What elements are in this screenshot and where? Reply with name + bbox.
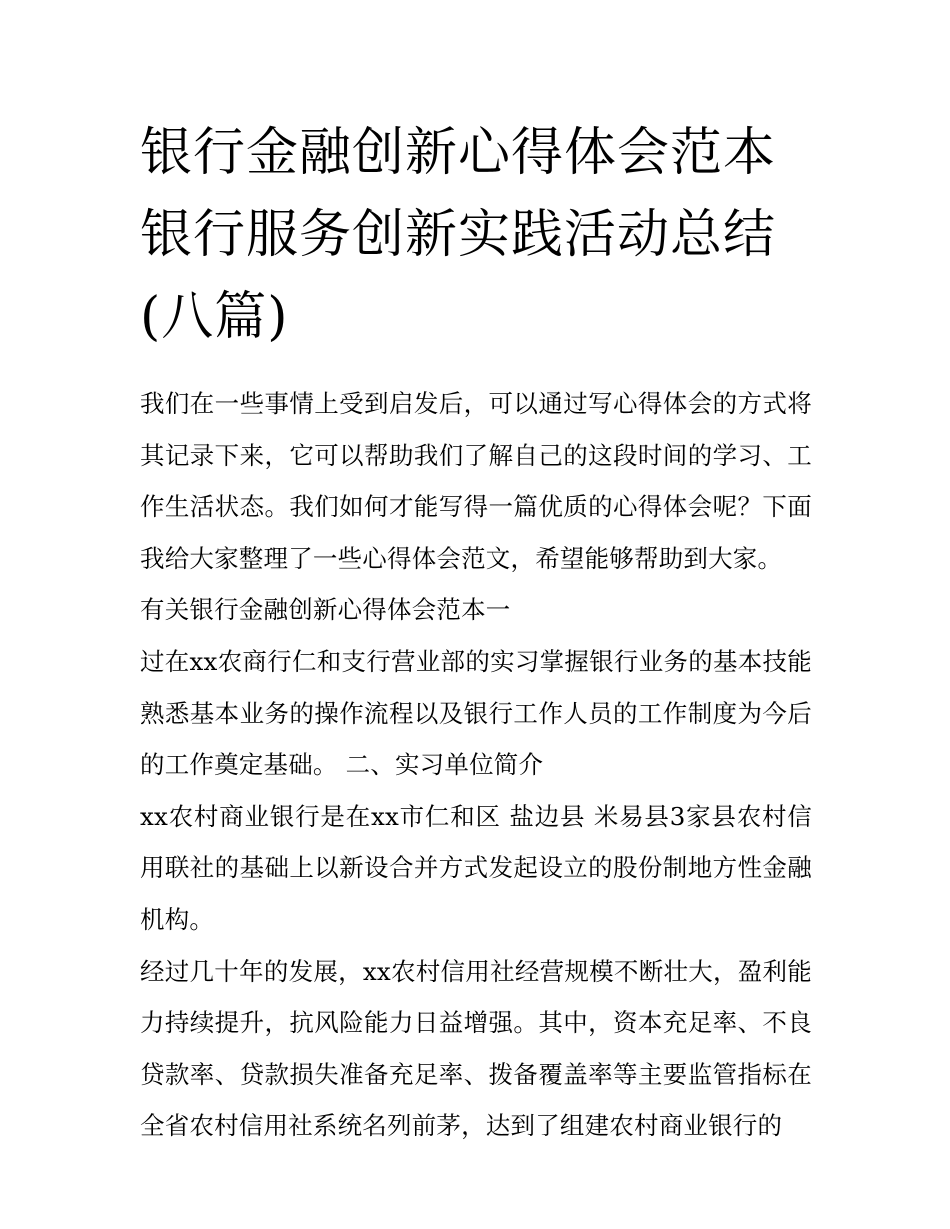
document-page bbox=[140, 112, 812, 1152]
paragraph-bank-development: 经过几十年的发展，xx农村信用社经营规模不断壮大，盈利能力持续提升，抗风险能力日益增强。其中，资本充足率、不良贷款率、贷款损失准备充足率、拨备覆盖率等主要监管指标在全省农村信用社系统名列前茅，达到了组建农村商业银行的 bbox=[140, 956, 812, 1141]
paragraph-internship-purpose: 过在xx农商行仁和支行营业部的实习掌握银行业务的基本技能熟悉基本业务的操作流程以及银行工作人员的工作制度为今后的工作奠定基础。 二、实习单位简介 bbox=[140, 646, 812, 780]
paragraph-bank-introduction: xx农村商业银行是在xx市仁和区 盐边县 米易县3家县农村信用联社的基础上以新设合并方式发起设立的股份制地方性金融机构。 bbox=[140, 801, 812, 934]
document-body bbox=[140, 378, 812, 1152]
document-title: 银行金融创新心得体会范本 银行服务创新实践活动总结(八篇) bbox=[140, 123, 777, 347]
paragraph-section-heading: 有关银行金融创新心得体会范本一 bbox=[140, 595, 511, 625]
paragraph-intro: 我们在一些事情上受到启发后，可以通过写心得体会的方式将其记录下来，它可以帮助我们了解自己的这段时间的学习、工作生活状态。我们如何才能写得一篇优质的心得体会呢？下面我给大家整理了一些心得体会范文，希望能够帮助到大家。 bbox=[140, 389, 812, 573]
